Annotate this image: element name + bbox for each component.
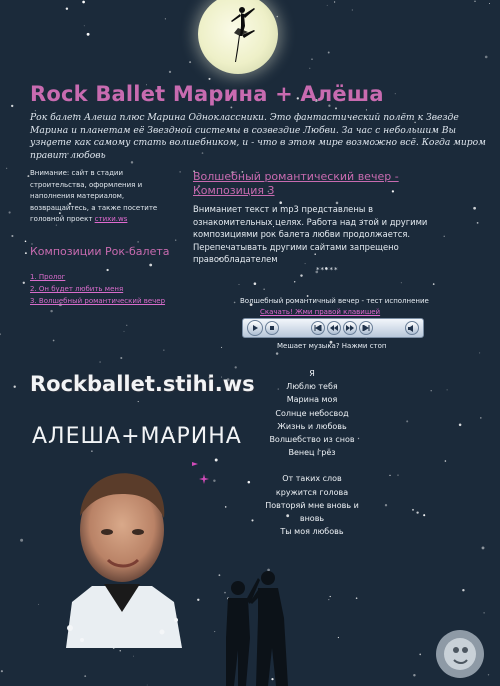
star — [87, 33, 90, 36]
star — [189, 61, 191, 63]
poem-line: Волшебство из снов — [269, 435, 355, 445]
star — [389, 475, 390, 476]
star — [328, 52, 330, 54]
star — [328, 599, 329, 600]
star — [276, 352, 278, 354]
star — [397, 475, 398, 476]
poem-line: кружится голова — [275, 487, 349, 497]
logo-subtitle: АЛЕША+МАРИНА — [32, 424, 242, 449]
mute-hint: Мешает музыка? Нажми стоп — [277, 342, 387, 350]
star — [124, 331, 125, 332]
star — [25, 241, 27, 243]
poem-line: Марина моя — [286, 395, 338, 405]
composition-item — [30, 271, 165, 283]
poem-line: От таких слов — [282, 474, 342, 484]
composition-item — [30, 283, 165, 295]
star — [50, 310, 52, 312]
star — [479, 352, 480, 353]
next-icon[interactable] — [359, 321, 373, 335]
article-title[interactable]: Волшебный романтический вечер - Композиция 3 — [193, 170, 399, 197]
star — [395, 93, 396, 94]
star — [25, 252, 27, 254]
star — [239, 284, 240, 285]
site-title: Rock Ballet Марина + Алёша — [30, 82, 384, 106]
star — [477, 222, 479, 224]
notice-text: Внимание: сайт в стадии строительства, оформления и наполнения материалом, возвращайтесь, а также посетите головной проект — [30, 169, 158, 223]
compositions-heading: Композиции Рок-балета — [30, 245, 170, 258]
main-project-link[interactable]: стихи.ws — [94, 215, 128, 223]
star — [277, 16, 279, 18]
star — [401, 282, 402, 283]
separator: ***** — [316, 266, 339, 274]
star — [413, 674, 415, 676]
star — [120, 357, 122, 359]
star — [254, 282, 257, 285]
composition-item — [30, 295, 165, 307]
ballerina-silhouette-icon — [218, 2, 260, 64]
star — [225, 506, 227, 508]
star — [294, 281, 295, 282]
star — [311, 58, 313, 60]
star — [149, 264, 152, 267]
poem-line: Люблю тебя — [286, 382, 338, 392]
star — [482, 546, 485, 549]
star — [82, 1, 85, 4]
star — [352, 9, 353, 10]
star — [11, 235, 13, 237]
star — [488, 674, 489, 675]
star — [485, 56, 488, 59]
star — [147, 685, 148, 686]
star — [9, 211, 11, 213]
star — [445, 460, 447, 462]
star — [480, 417, 482, 419]
poem-line: Ты моя любовь — [280, 527, 344, 537]
corner-flower-icon — [434, 626, 486, 682]
construction-notice — [30, 168, 180, 226]
star — [138, 401, 139, 402]
star — [335, 107, 337, 109]
star — [300, 274, 302, 276]
star — [120, 650, 121, 651]
composition-link-romantic-evening[interactable]: 3. Волшебный романтический вечер — [30, 297, 166, 305]
star — [137, 241, 139, 243]
poem-line: Я — [309, 369, 315, 378]
poem-stanza-gap — [252, 459, 372, 472]
site-logo: Rockballet.stihi.ws — [30, 372, 255, 396]
poem-line: Венец грёз — [288, 448, 336, 458]
star — [133, 656, 134, 657]
star — [462, 589, 464, 591]
star — [330, 596, 331, 597]
star — [230, 106, 232, 108]
star — [338, 637, 339, 638]
star — [423, 514, 425, 516]
star — [474, 1, 476, 3]
intro-text: Рок балет Алеша плюс Марина Одноклассники. Это фантастический полёт к Звезде Марина и планетам её Звездной системы в созвездие Любви. За час с небольшим Вы узнаете как самому стать волшебником, и - что в этом мире возможно всё. Когда миром правит любовь — [30, 112, 486, 161]
fast-forward-icon[interactable] — [343, 321, 357, 335]
star — [416, 511, 418, 513]
star — [84, 25, 85, 26]
star — [406, 420, 408, 422]
star — [169, 71, 171, 73]
star — [66, 7, 68, 9]
star — [1, 670, 3, 672]
star — [334, 1, 335, 2]
stop-icon[interactable] — [265, 321, 279, 335]
star — [53, 340, 55, 342]
poem-line: Повторяй мне вновь и вновь — [265, 500, 359, 524]
star — [459, 424, 462, 427]
star — [175, 240, 176, 241]
star — [430, 390, 431, 391]
star — [14, 386, 16, 388]
player-caption: Волшебный романтичный вечер - тест исполнение — [240, 297, 429, 305]
poem-line: Солнце небосвод — [275, 408, 349, 418]
composition-link-prologue[interactable]: 1. Пролог — [30, 273, 66, 281]
star — [356, 597, 358, 599]
previous-icon[interactable] — [311, 321, 325, 335]
star — [419, 654, 421, 656]
composition-link-he-will-love[interactable]: 2. Он будет любить меня — [30, 285, 124, 293]
article-body: Вниманиет текст и mp3 представлены в ознакомительных целях. Работа над этой и другими композициями рок балета любви продолжается. Перепечатывать другими сайтами запрещено правообладателем — [193, 204, 428, 264]
star — [38, 604, 39, 605]
star — [489, 3, 490, 4]
star — [6, 168, 7, 169]
star — [433, 283, 435, 285]
volume-icon[interactable] — [405, 321, 419, 335]
star — [163, 350, 164, 351]
poem-line: Жизнь и любовь — [277, 421, 347, 431]
portrait-photo — [52, 452, 192, 648]
star — [99, 361, 101, 363]
play-icon[interactable] — [247, 320, 263, 336]
star — [208, 78, 210, 80]
star — [84, 675, 86, 677]
star — [447, 389, 448, 390]
star — [23, 282, 25, 284]
star — [248, 481, 251, 484]
poem — [252, 367, 372, 538]
star — [126, 325, 127, 326]
star — [235, 366, 237, 368]
star — [366, 109, 367, 110]
media-player — [242, 318, 424, 338]
download-link[interactable]: Скачать! Жми правой клавишей — [260, 308, 381, 316]
compositions-list — [30, 271, 165, 307]
rewind-icon[interactable] — [327, 321, 341, 335]
star — [309, 68, 310, 69]
star — [221, 347, 222, 348]
star — [20, 539, 23, 542]
couple-silhouette-image — [200, 558, 310, 686]
star — [473, 207, 476, 210]
star — [234, 302, 236, 304]
star — [165, 18, 166, 19]
star — [11, 105, 13, 107]
star — [412, 509, 414, 511]
star — [483, 612, 484, 613]
star — [264, 289, 265, 290]
star — [327, 5, 328, 6]
star — [385, 504, 387, 506]
